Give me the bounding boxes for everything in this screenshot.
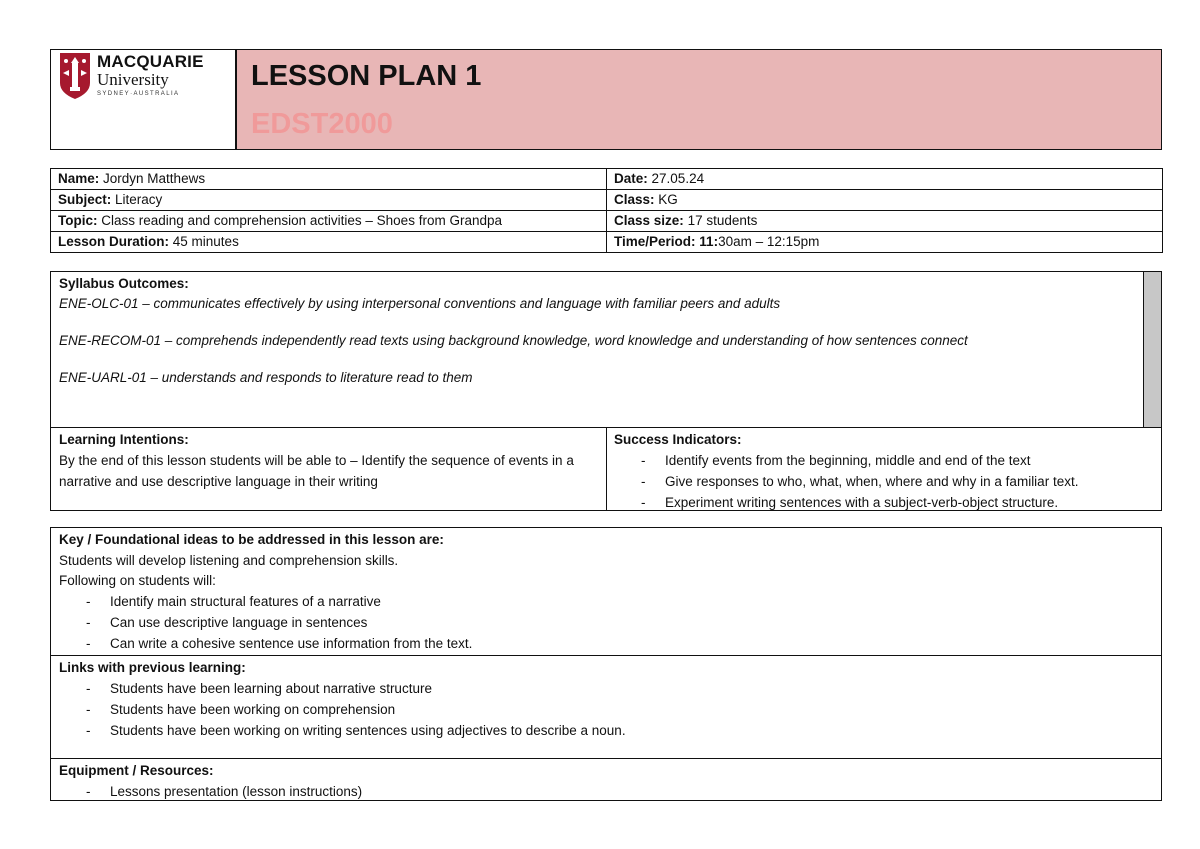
equipment-heading: Equipment / Resources: [59,763,214,778]
topic-cell: Topic: Class reading and comprehension activities – Shoes from Grandpa [51,211,607,232]
university-logo-text [97,53,204,97]
key-ideas-section [51,528,1161,655]
scrollbar[interactable] [1144,272,1161,427]
details-table [50,168,1163,253]
learning-heading: Learning Intentions: [59,432,189,447]
list-item: - Experiment writing sentences with a subject-verb-object structure. [614,492,1161,513]
details-row [51,169,1163,190]
name-cell: Name: Jordyn Matthews [51,169,607,190]
details-row [51,190,1163,211]
list-item: - Students have been working on writing sentences using adjectives to describe a noun. [59,720,1161,741]
course-code: EDST2000 [251,108,393,140]
success-heading: Success Indicators: [614,432,742,447]
logo-line-2: University [97,70,169,89]
links-section [51,655,1161,755]
page-title: LESSON PLAN 1 [251,60,482,92]
syllabus-section [51,272,1144,427]
logo-line-1: MACQUARIE [97,52,204,71]
success-indicators-section [607,427,1161,511]
title-band [236,49,1162,150]
logo-line-3: SYDNEY·AUSTRALIA [97,91,180,97]
key-ideas-line-1: Students will develop listening and comprehension skills. [59,553,399,568]
equipment-list [59,781,1161,802]
equipment-section [51,758,1161,800]
list-item: - Lessons presentation (lesson instructions) [59,781,1161,802]
class-cell: Class: KG [607,190,1163,211]
learning-text: By the end of this lesson students will be able to – Identify the sequence of events in a narrative and use descriptive language in their writing [59,453,574,489]
logo-cell [50,49,236,150]
list-item: - Students have been learning about narrative structure [59,678,1161,699]
list-item: - Can write a cohesive sentence use information from the text. [59,633,1161,654]
subject-cell: Subject: Literacy [51,190,607,211]
university-crest-icon [60,53,90,99]
links-list [59,678,1161,741]
lesson-details-block [50,527,1162,801]
learning-intentions-section [51,427,607,511]
outcomes-block [50,271,1162,511]
outcome-1: ENE-OLC-01 – communicates effectively by using interpersonal conventions and language with familiar peers and adults [59,296,781,311]
list-item: - Give responses to who, what, when, where and why in a familiar text. [614,471,1161,492]
duration-cell: Lesson Duration: 45 minutes [51,232,607,253]
list-item: - Identify main structural features of a narrative [59,591,1161,612]
date-cell: Date: 27.05.24 [607,169,1163,190]
key-ideas-line-2: Following on students will: [59,573,216,588]
key-ideas-heading: Key / Foundational ideas to be addressed in this lesson are: [59,532,444,547]
class-size-cell: Class size: 17 students [607,211,1163,232]
key-ideas-list [59,591,1161,654]
details-row [51,211,1163,232]
syllabus-heading: Syllabus Outcomes: [59,276,189,291]
links-heading: Links with previous learning: [59,660,246,675]
list-item: - Identify events from the beginning, middle and end of the text [614,450,1161,471]
outcome-2: ENE-RECOM-01 – comprehends independently read texts using background knowledge, word knowledge and understanding of how sentences connect [59,333,968,348]
list-item: - Students have been working on comprehension [59,699,1161,720]
list-item: - Can use descriptive language in sentences [59,612,1161,633]
outcome-3: ENE-UARL-01 – understands and responds to literature read to them [59,370,473,385]
time-cell: Time/Period: 11:30am – 12:15pm [607,232,1163,253]
success-list [614,450,1161,513]
details-row [51,232,1163,253]
